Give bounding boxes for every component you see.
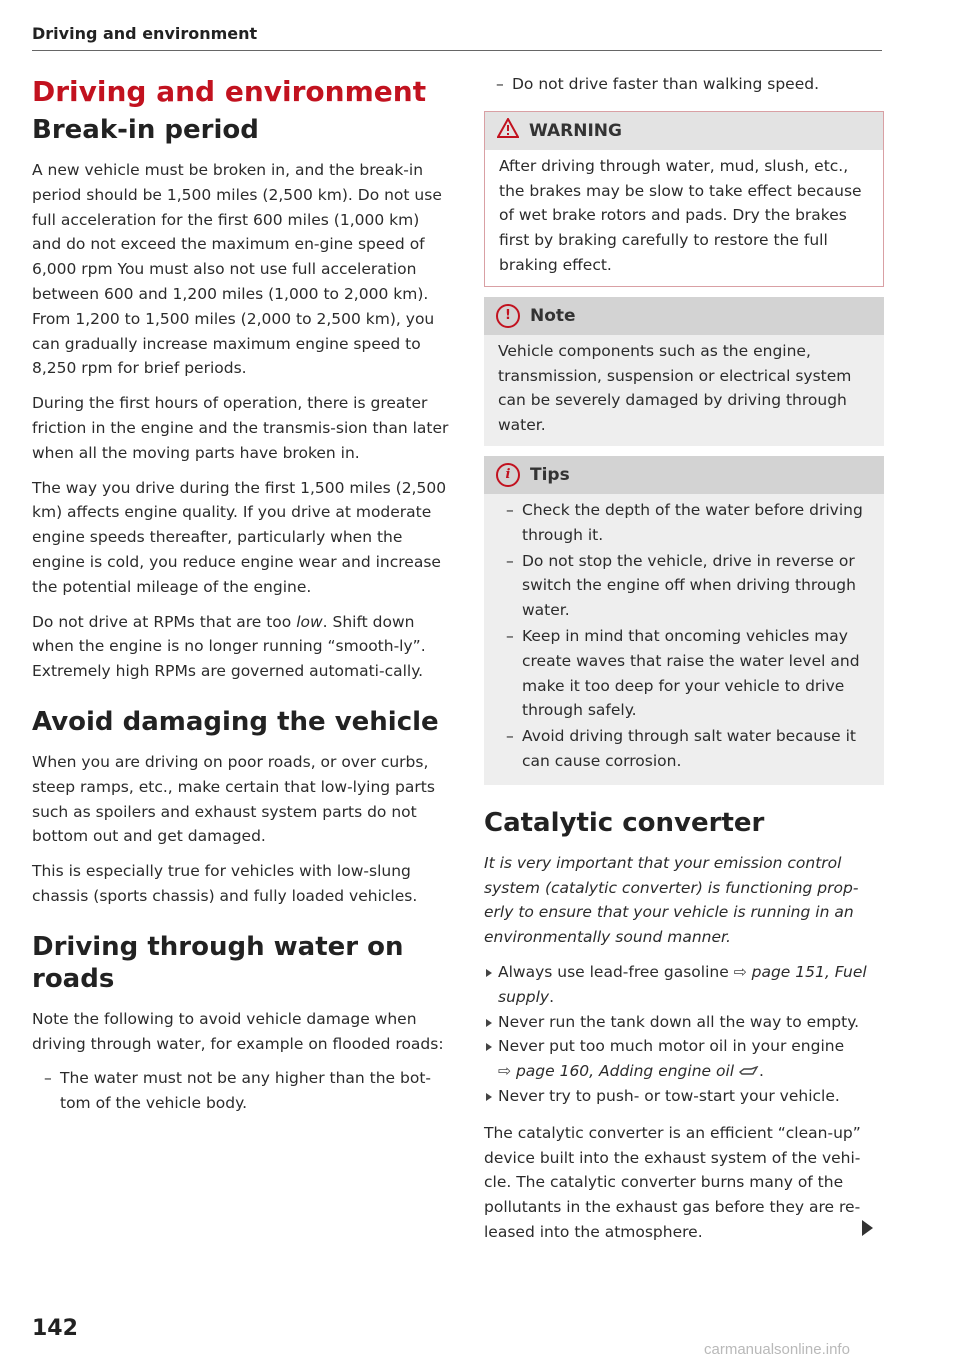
bullet-end: . bbox=[549, 987, 554, 1006]
water-paragraph-1: Note the following to avoid vehicle damage when driving through water, for example on flooded roads: bbox=[32, 1009, 444, 1053]
cross-reference-arrow-icon: ⇨ bbox=[498, 1062, 511, 1081]
warning-box bbox=[484, 111, 884, 287]
catalytic-bullet-item: Never run the tank down all the way to empty. bbox=[484, 1010, 884, 1035]
catalytic-heading: Catalytic converter bbox=[484, 807, 765, 838]
tips-list bbox=[494, 498, 874, 774]
catalytic-bullet-item bbox=[484, 960, 884, 1010]
water-list-item: – Do not drive faster than walking speed. bbox=[484, 72, 884, 97]
oil-can-icon bbox=[739, 1062, 759, 1080]
left-column bbox=[32, 72, 452, 1124]
cross-reference-arrow-icon: ⇨ bbox=[733, 962, 747, 981]
bullet-end: . bbox=[759, 1062, 764, 1081]
warning-body bbox=[485, 150, 883, 286]
water-list-continued bbox=[484, 72, 884, 97]
avoid-paragraph-2: This is especially true for vehicles with low-slung chassis (sports chassis) and fully loaded vehicles. bbox=[32, 862, 418, 905]
breakin-p4-before: Do not drive at RPMs that are too bbox=[32, 612, 297, 631]
tips-list-item: – Avoid driving through salt water because it can cause corrosion. bbox=[494, 724, 874, 774]
section-title: Driving and environment bbox=[32, 75, 427, 108]
exclamation-circle-icon: ! bbox=[496, 304, 520, 328]
tips-list-item: – Do not stop the vehicle, drive in reverse or switch the engine off when driving through water. bbox=[494, 549, 874, 623]
bullet-text: Never put too much motor oil in your engine bbox=[498, 1037, 845, 1056]
tips-title: Tips bbox=[530, 464, 570, 485]
breakin-p4-after: . Shift down when the engine is no longer running “smooth-ly”. Extremely high RPMs are governed automati-cally. bbox=[32, 612, 426, 681]
tips-header bbox=[484, 456, 884, 494]
breakin-paragraph-2: During the first hours of operation, there is greater friction in the engine and the transmis-sion than later when all the moving parts have broken in. bbox=[32, 394, 449, 462]
catalytic-bullet-list bbox=[484, 960, 884, 1109]
page-reference-link[interactable]: page 160, Adding engine oil bbox=[515, 1062, 735, 1081]
note-title: Note bbox=[530, 305, 576, 326]
avoid-paragraph-1: When you are driving on poor roads, or over curbs, steep ramps, etc., make certain that low-lying parts such as spoilers and exhaust system parts do not bottom out and get damaged. bbox=[32, 752, 435, 846]
note-header bbox=[484, 297, 884, 335]
right-column bbox=[484, 72, 884, 1255]
running-header: Driving and environment bbox=[32, 24, 258, 43]
warning-header bbox=[485, 112, 883, 150]
info-circle-icon: i bbox=[496, 463, 520, 487]
catalytic-bullet-item: Never try to push- or tow-start your vehicle. bbox=[484, 1084, 884, 1109]
breakin-heading: Break-in period bbox=[32, 115, 259, 145]
page-number: 142 bbox=[32, 1316, 78, 1341]
note-box bbox=[484, 297, 884, 446]
water-list bbox=[32, 1066, 452, 1116]
watermark: carmanualsonline.info bbox=[704, 1341, 850, 1358]
bullet-text: Always use lead-free gasoline bbox=[498, 962, 734, 981]
avoid-heading: Avoid damaging the vehicle bbox=[32, 706, 439, 737]
warning-text: After driving through water, mud, slush, etc., the brakes may be slow to take effect because of wet brake rotors and pads. Dry the brakes first by braking carefully to restore the full braking effect. bbox=[499, 156, 862, 274]
breakin-paragraph-1: A new vehicle must be broken in, and the break-in period should be 1,500 miles (2,500 km). Do not use full acceleration for the first 600 miles (1,000 km) and do not exceed the maximum en-gine speed of 6,000 rpm You must also not use full acceleration between 600 and 1,200 miles (1,000 to 2,000 km). From 1,200 to 1,500 miles (2,000 to 2,500 km), you can gradually increase maximum engine speed to 8,250 rpm for brief periods. bbox=[32, 161, 442, 378]
warning-triangle-icon bbox=[497, 118, 519, 143]
water-heading: Driving through water on roads bbox=[32, 931, 404, 994]
breakin-p4-emphasis: low bbox=[296, 612, 323, 631]
tips-list-item: – Keep in mind that oncoming vehicles may create waves that raise the water level and make it too deep for your vehicle to drive through safely. bbox=[494, 624, 874, 723]
warning-title: WARNING bbox=[529, 120, 622, 141]
breakin-paragraph-3: The way you drive during the first 1,500 miles (2,500 km) affects engine quality. If you drive at moderate engine speeds thereafter, particularly when the engine is cold, you reduce engine wear and increase the potential mileage of the engine. bbox=[32, 478, 447, 596]
note-text: Vehicle components such as the engine, transmission, suspension or electrical system can be severely damaged by driving through water. bbox=[498, 341, 852, 435]
tips-list-item: – Check the depth of the water before driving through it. bbox=[494, 498, 874, 548]
catalytic-paragraph: The catalytic converter is an efficient “clean-up” device built into the exhaust system of the vehi-cle. The catalytic converter burns many of the pollutants in the exhaust gas before they are re-leased into the atmosphere. bbox=[484, 1123, 861, 1241]
header-rule bbox=[32, 50, 882, 51]
page-reference-link[interactable]: page 151, Fuel supply bbox=[498, 962, 867, 1006]
tips-body bbox=[484, 494, 884, 785]
continue-arrow-icon bbox=[862, 1220, 873, 1236]
note-body bbox=[484, 335, 884, 446]
catalytic-intro: It is very important that your emission control system (catalytic converter) is functioning prop-erly to ensure that your vehicle is running in an environmentally sound manner. bbox=[484, 853, 859, 947]
tips-box bbox=[484, 456, 884, 785]
water-list-item: – The water must not be any higher than the bot-tom of the vehicle body. bbox=[32, 1066, 452, 1116]
catalytic-bullet-item bbox=[484, 1034, 884, 1084]
breakin-paragraph-4 bbox=[32, 610, 452, 684]
